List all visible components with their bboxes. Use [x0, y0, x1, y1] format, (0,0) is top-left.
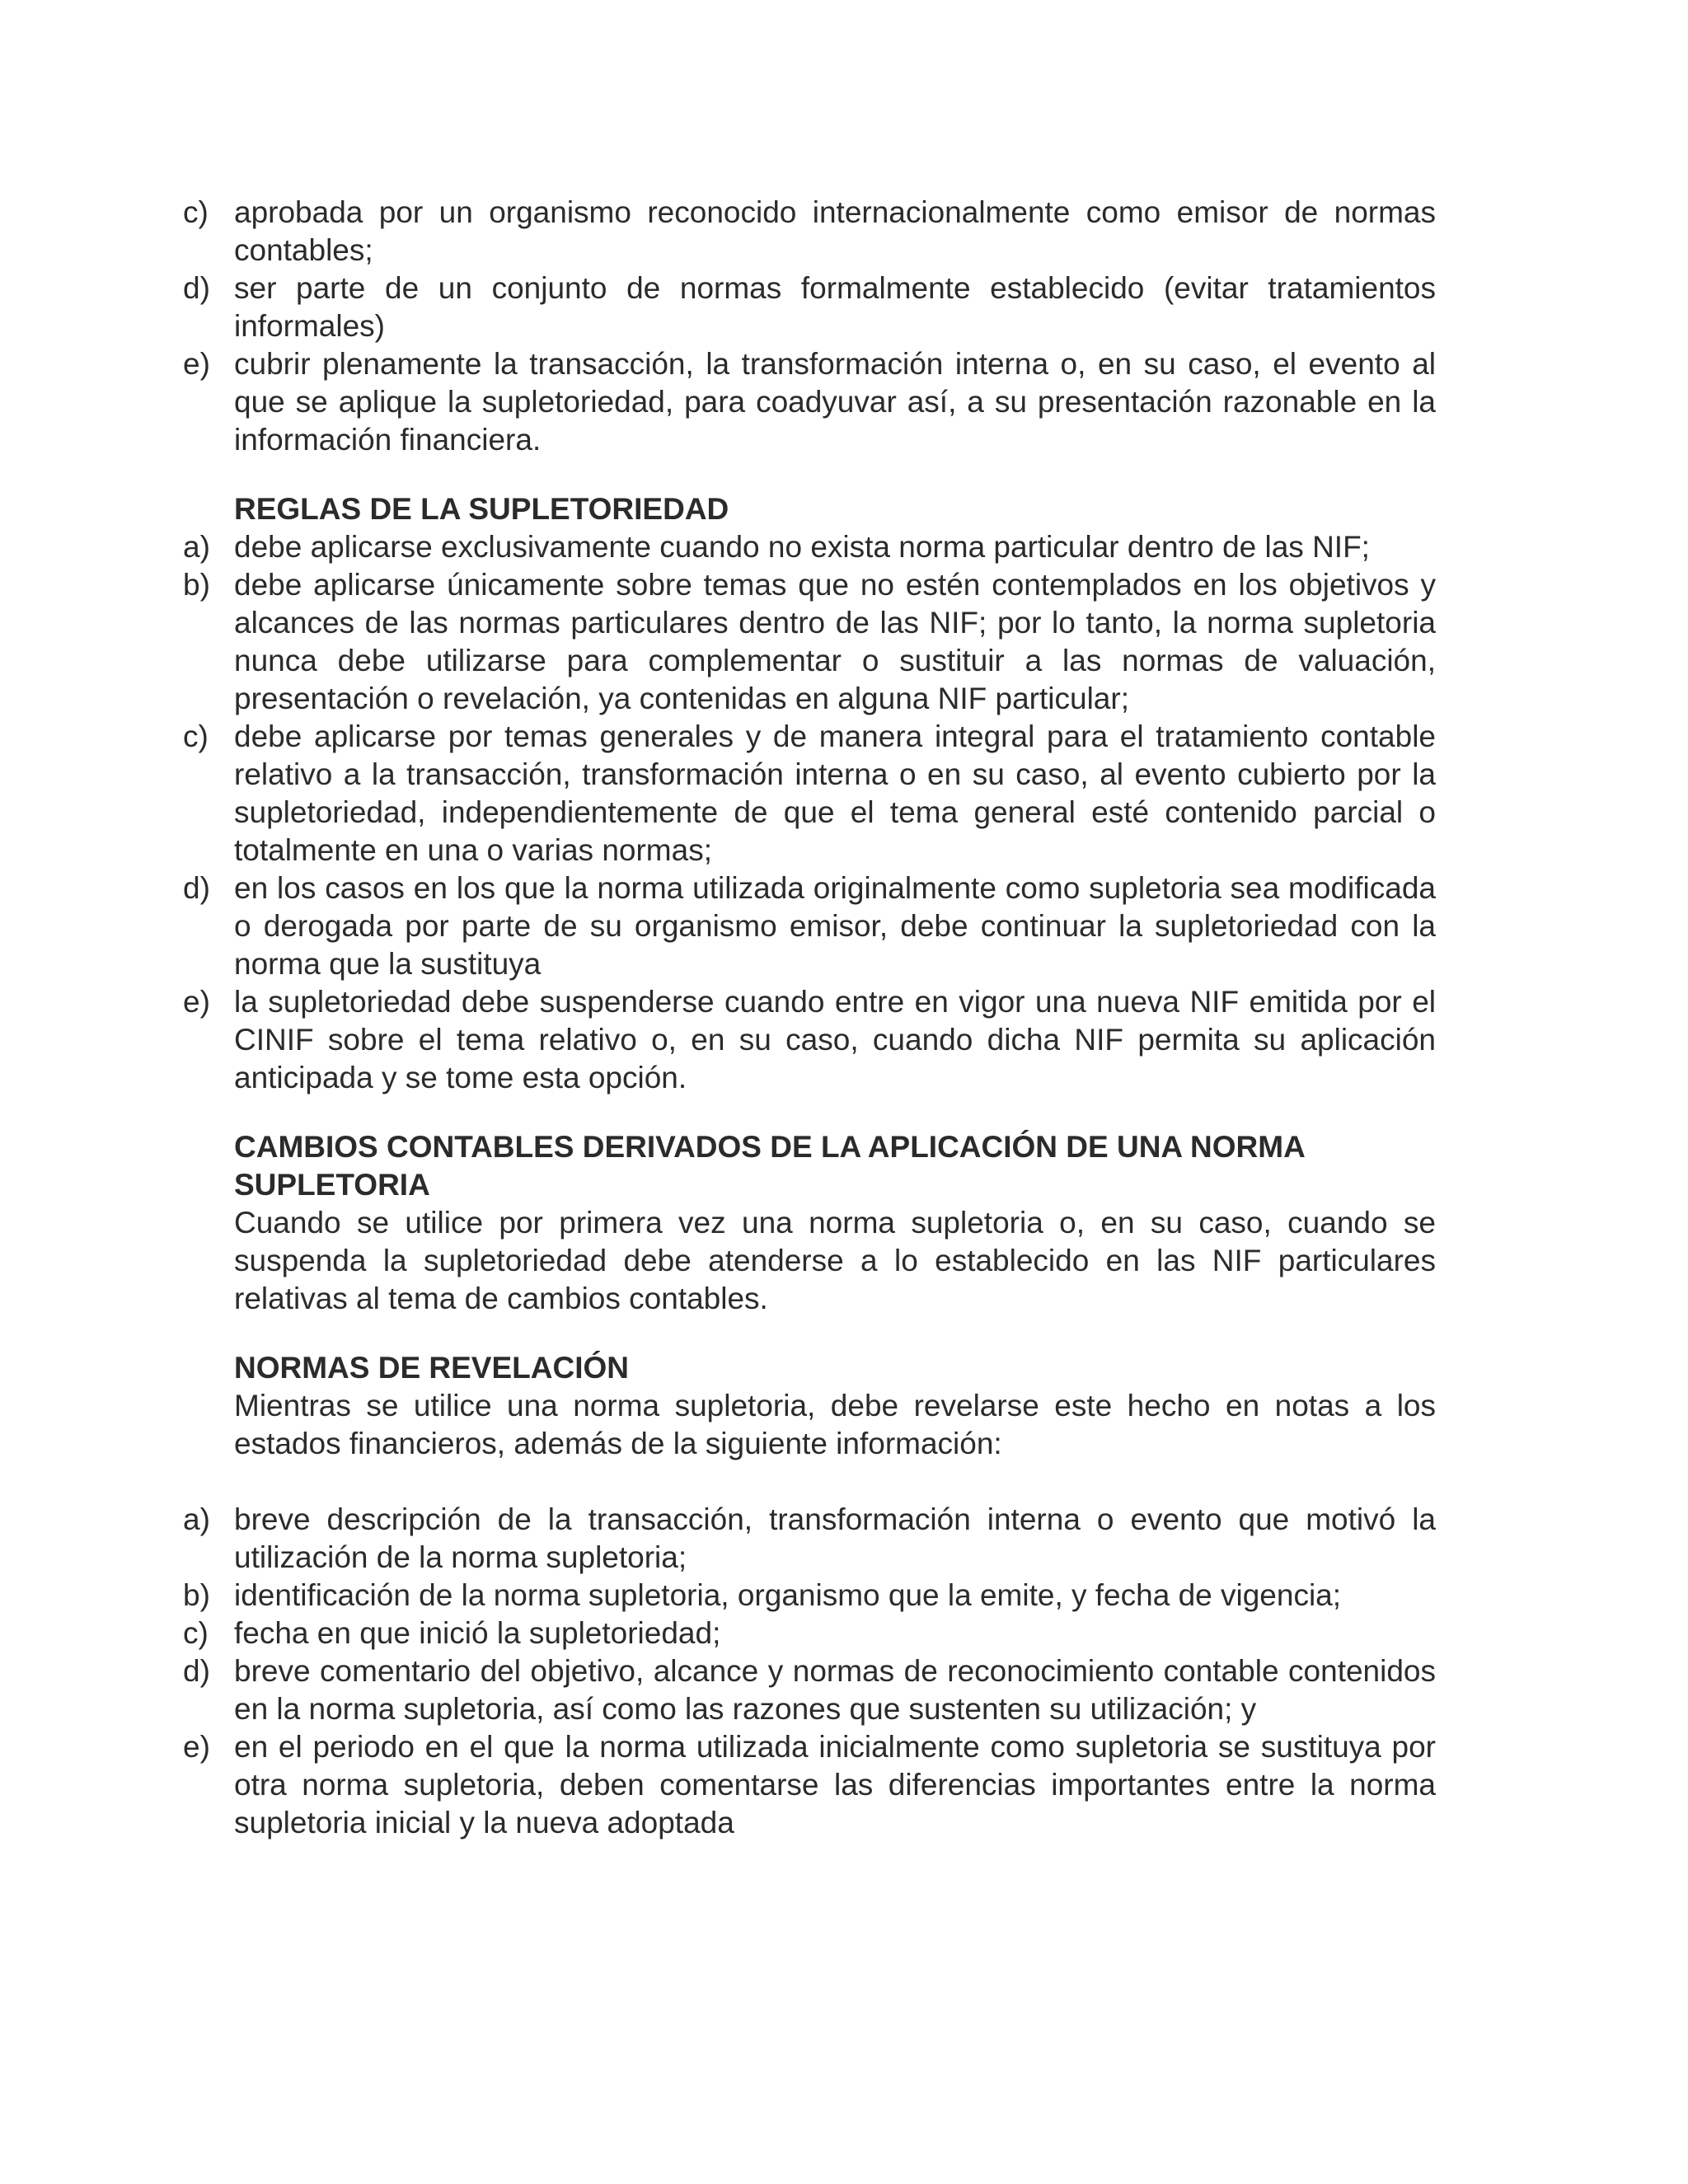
list-item-text: debe aplicarse únicamente sobre temas que no estén contemplados en los objetivos y alcances de las normas particulares dentro de las NIF; por lo tanto, la norma supletoria nunca debe utilizarse para complementar o sustituir a las normas de valuación, presentación o revelación, ya contenidas en alguna NIF particular; — [234, 568, 1436, 715]
list-item-text: la supletoriedad debe suspenderse cuando entre en vigor una nueva NIF emitida por el CINIF sobre el tema relativo o, en su caso, cuando dicha NIF permita su aplicación anticipada y se tome esta opción. — [234, 985, 1436, 1094]
list-item — [183, 194, 1436, 269]
list-item — [183, 1728, 1436, 1842]
list-marker: d) — [183, 871, 210, 905]
list-marker: a) — [183, 1502, 210, 1536]
list-item-text: identificación de la norma supletoria, organismo que la emite, y fecha de vigencia; — [234, 1578, 1342, 1612]
list-item — [183, 1615, 1436, 1652]
spacer — [183, 1097, 1436, 1128]
list-item-text: ser parte de un conjunto de normas formalmente establecido (evitar tratamientos informales) — [234, 271, 1436, 343]
list-marker: c) — [183, 1616, 209, 1650]
reglas-heading: REGLAS DE LA SUPLETORIEDAD — [234, 492, 729, 526]
cambios-paragraph: Cuando se utilice por primera vez una norma supletoria o, en su caso, cuando se suspenda la supletoriedad debe atenderse a lo establecido en las NIF particulares relativas al tema de cambios contables. — [234, 1206, 1436, 1315]
reglas-list — [183, 528, 1436, 1097]
list-marker: a) — [183, 530, 210, 564]
list-item-text: cubrir plenamente la transacción, la transformación interna o, en su caso, el evento al que se aplique la supletoriedad, para coadyuvar así, a su presentación razonable en la información financiera. — [234, 347, 1436, 457]
list-item — [183, 869, 1436, 983]
list-item-text: debe aplicarse por temas generales y de manera integral para el tratamiento contable relativo a la transacción, transformación interna o en su caso, al evento cubierto por la supletoriedad, independientemente de que el tema general esté contenido parcial o totalmente en una o varias normas; — [234, 719, 1436, 867]
list-item-text: breve descripción de la transacción, transformación interna o evento que motivó la utilización de la norma supletoria; — [234, 1502, 1436, 1574]
list-item-text: en los casos en los que la norma utilizada originalmente como supletoria sea modificada o derogada por parte de su organismo emisor, debe continuar la supletoriedad con la norma que la sustituya — [234, 871, 1436, 981]
list-item — [183, 269, 1436, 345]
spacer — [183, 459, 1436, 490]
list-item — [183, 983, 1436, 1097]
list-marker: e) — [183, 1730, 210, 1764]
list-marker: e) — [183, 985, 210, 1019]
list-item — [183, 1577, 1436, 1615]
list-item-text: debe aplicarse exclusivamente cuando no exista norma particular dentro de las NIF; — [234, 530, 1370, 564]
list-marker: e) — [183, 347, 210, 381]
spacer — [183, 1318, 1436, 1349]
list-marker: d) — [183, 1654, 210, 1688]
revelacion-heading: NORMAS DE REVELACIÓN — [234, 1351, 629, 1385]
list-item — [183, 566, 1436, 718]
revelacion-paragraph: Mientras se utilice una norma supletoria, debe revelarse este hecho en notas a los estados financieros, además de la siguiente información: — [234, 1389, 1436, 1460]
list-item — [183, 345, 1436, 459]
list-item-text: en el periodo en el que la norma utilizada inicialmente como supletoria se sustituya por otra norma supletoria, deben comentarse las diferencias importantes entre la norma supletoria inicial y la nueva adoptada — [234, 1730, 1436, 1840]
requirements-list — [183, 194, 1436, 459]
cambios-heading: CAMBIOS CONTABLES DERIVADOS DE LA APLICACIÓN DE UNA NORMA SUPLETORIA — [234, 1130, 1305, 1202]
list-marker: b) — [183, 568, 210, 602]
list-item-text: aprobada por un organismo reconocido internacionalmente como emisor de normas contables; — [234, 195, 1436, 267]
list-marker: b) — [183, 1578, 210, 1612]
revelacion-list — [183, 1501, 1436, 1842]
list-item — [183, 718, 1436, 869]
list-marker: c) — [183, 195, 209, 229]
list-item — [183, 528, 1436, 566]
document-content — [183, 194, 1436, 1842]
spacer — [183, 1463, 1436, 1501]
list-item-text: fecha en que inició la supletoriedad; — [234, 1616, 721, 1650]
list-item-text: breve comentario del objetivo, alcance y normas de reconocimiento contable contenidos en la norma supletoria, así como las razones que sustenten su utilización; y — [234, 1654, 1436, 1726]
list-marker: c) — [183, 719, 209, 753]
list-item — [183, 1501, 1436, 1577]
list-marker: d) — [183, 271, 210, 305]
list-item — [183, 1652, 1436, 1728]
